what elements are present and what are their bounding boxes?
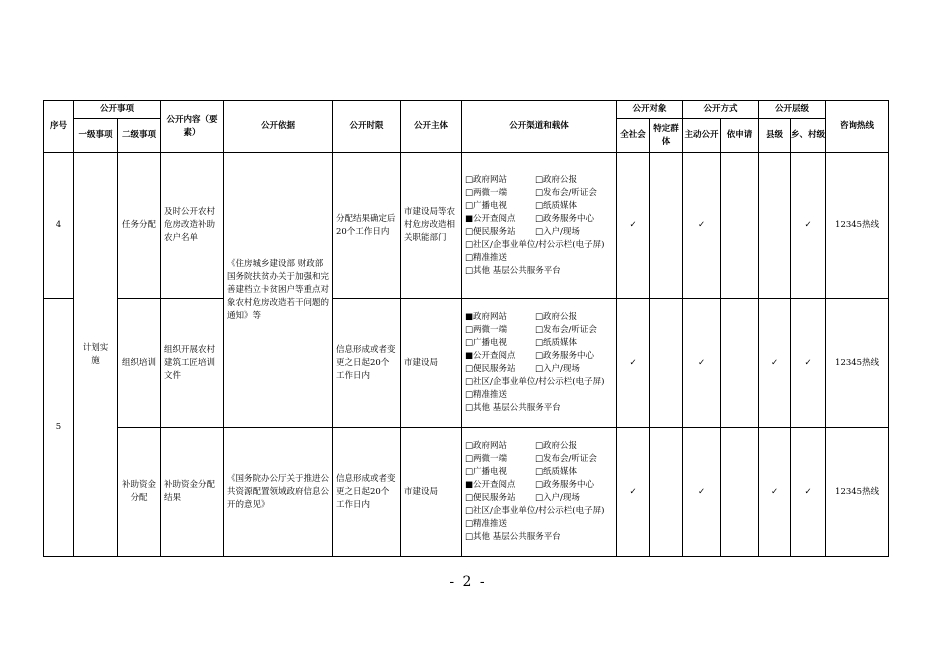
header-method-request: 依申请	[721, 119, 759, 153]
channel-service-station: □便民服务站	[465, 226, 516, 237]
channel-door: □入户/现场	[535, 493, 580, 503]
header-content: 公开内容（要素）	[161, 101, 224, 153]
channel-other: □其他 基层公共服务平台	[465, 532, 561, 542]
check-method-request	[721, 428, 759, 557]
row-l1	[74, 153, 118, 557]
l2-label: 任务分配	[122, 220, 157, 230]
disclosure-table	[43, 100, 889, 557]
channel-press: □发布会/听证会	[535, 187, 597, 198]
channel-inquiry: ■公开查阅点	[465, 213, 516, 224]
row-subject: 市建设局	[401, 428, 462, 557]
channel-push: □精准推送	[465, 519, 508, 529]
check-level-county: ✓	[759, 428, 791, 557]
check-level-county	[759, 153, 791, 299]
channel-bulletin: □社区/企事业单位/村公示栏(电子屏)	[465, 377, 605, 387]
check-target-specific	[650, 299, 683, 428]
row-channels	[462, 428, 617, 557]
check-method-active: ✓	[683, 153, 721, 299]
header-item: 公开事项	[74, 101, 161, 119]
row-seq: 5	[44, 299, 74, 557]
header-basis: 公开依据	[224, 101, 333, 153]
row-subject: 市建设局	[401, 299, 462, 428]
row-l2	[118, 299, 161, 428]
row-content: 及时公开农村危房改造补助农户名单	[161, 153, 224, 299]
header-target: 公开对象	[617, 101, 683, 119]
check-level-township: ✓	[791, 299, 826, 428]
check-target-specific	[650, 153, 683, 299]
channel-broadcast: □广播电视	[465, 200, 508, 211]
header-method-active: 主动公开	[683, 119, 721, 153]
channel-door: □入户/现场	[535, 364, 580, 374]
channel-two-one: □两微一端	[465, 187, 508, 198]
row-time-limit: 信息形成或者变更之日起20个工作日内	[333, 299, 401, 428]
channel-paper: □纸质媒体	[535, 200, 578, 211]
channel-gov-gazette: □政府公报	[535, 312, 578, 322]
l2-label: 补助资金分配	[122, 480, 157, 503]
channel-gov-site: □政府网站	[465, 441, 508, 451]
header-channel: 公开渠道和载体	[462, 101, 617, 153]
header-level-county: 县级	[759, 119, 791, 153]
row-content: 组织开展农村建筑工匠培训文件	[161, 299, 224, 428]
row-subject: 市建设局等农村危房改造相关职能部门	[401, 153, 462, 299]
header-time-limit: 公开时限	[333, 101, 401, 153]
channel-service-center: □政务服务中心	[535, 480, 595, 490]
page-number: - 2 -	[449, 574, 487, 590]
check-level-county: ✓	[759, 299, 791, 428]
row-l2	[118, 153, 161, 299]
header-level: 公开层级	[759, 101, 826, 119]
row-time-limit: 分配结果确定后20个工作日内	[333, 153, 401, 299]
table-row	[44, 428, 889, 557]
check-target-all: ✓	[617, 428, 650, 557]
check-target-specific	[650, 428, 683, 557]
row-channels	[462, 153, 617, 299]
channel-press: □发布会/听证会	[535, 454, 597, 464]
row-content: 补助资金分配结果	[161, 428, 224, 557]
check-target-all: ✓	[617, 153, 650, 299]
channel-gov-gazette: □政府公报	[535, 174, 578, 185]
check-target-all: ✓	[617, 299, 650, 428]
channel-broadcast: □广播电视	[465, 467, 508, 477]
row-channels	[462, 299, 617, 428]
channel-inquiry: ■公开查阅点	[465, 480, 516, 490]
channel-paper: □纸质媒体	[535, 338, 578, 348]
channel-gov-gazette: □政府公报	[535, 441, 578, 451]
row-l2	[118, 428, 161, 557]
channel-paper: □纸质媒体	[535, 467, 578, 477]
row-basis: 《住房城乡建设部 财政部 国务院扶贫办关于加强和完善建档立卡贫困户等重点对象农村危房改造若干问题的通知》等	[224, 153, 333, 428]
row-basis: 《国务院办公厅关于推进公共资源配置领域政府信息公开的意见》	[224, 428, 333, 557]
check-method-request	[721, 153, 759, 299]
header-item-l2: 二级事项	[118, 119, 161, 153]
channel-gov-site: □政府网站	[465, 174, 508, 185]
channel-service-center: □政务服务中心	[535, 351, 595, 361]
l1-label: 计划实施	[82, 342, 109, 366]
check-method-request	[721, 299, 759, 428]
channel-push: □精准推送	[465, 390, 508, 400]
channel-gov-site: ■政府网站	[465, 312, 508, 322]
table-row	[44, 299, 889, 428]
channel-push: □精准推送	[465, 252, 508, 263]
channel-door: □入户/现场	[535, 226, 580, 237]
table-row	[44, 153, 889, 299]
header-target-all: 全社会	[617, 119, 650, 153]
header-level-township: 乡、村级	[791, 119, 826, 153]
channel-other: □其他 基层公共服务平台	[465, 265, 561, 276]
channel-service-station: □便民服务站	[465, 364, 516, 374]
channel-service-center: □政务服务中心	[535, 213, 595, 224]
header-seq: 序号	[44, 101, 74, 153]
row-hotline: 12345热线	[826, 299, 889, 428]
channel-inquiry: ■公开查阅点	[465, 351, 516, 361]
channel-bulletin: □社区/企事业单位/村公示栏(电子屏)	[465, 239, 605, 250]
header-subject: 公开主体	[401, 101, 462, 153]
channel-broadcast: □广播电视	[465, 338, 508, 348]
channel-service-station: □便民服务站	[465, 493, 516, 503]
channel-two-one: □两微一端	[465, 454, 508, 464]
check-method-active: ✓	[683, 299, 721, 428]
header-target-specific: 特定群体	[650, 119, 683, 153]
check-level-township: ✓	[791, 153, 826, 299]
header-method: 公开方式	[683, 101, 759, 119]
header-item-l1: 一级事项	[74, 119, 118, 153]
row-time-limit: 信息形成或者变更之日起20个工作日内	[333, 428, 401, 557]
channel-other: □其他 基层公共服务平台	[465, 403, 561, 413]
channel-two-one: □两微一端	[465, 325, 508, 335]
row-hotline: 12345热线	[826, 153, 889, 299]
channel-bulletin: □社区/企事业单位/村公示栏(电子屏)	[465, 506, 605, 516]
header-hotline: 咨询热线	[826, 101, 889, 153]
check-method-active: ✓	[683, 428, 721, 557]
l2-label: 组织培训	[122, 357, 157, 368]
channel-press: □发布会/听证会	[535, 325, 597, 335]
check-level-township: ✓	[791, 428, 826, 557]
row-seq: 4	[44, 153, 74, 299]
row-hotline: 12345热线	[826, 428, 889, 557]
